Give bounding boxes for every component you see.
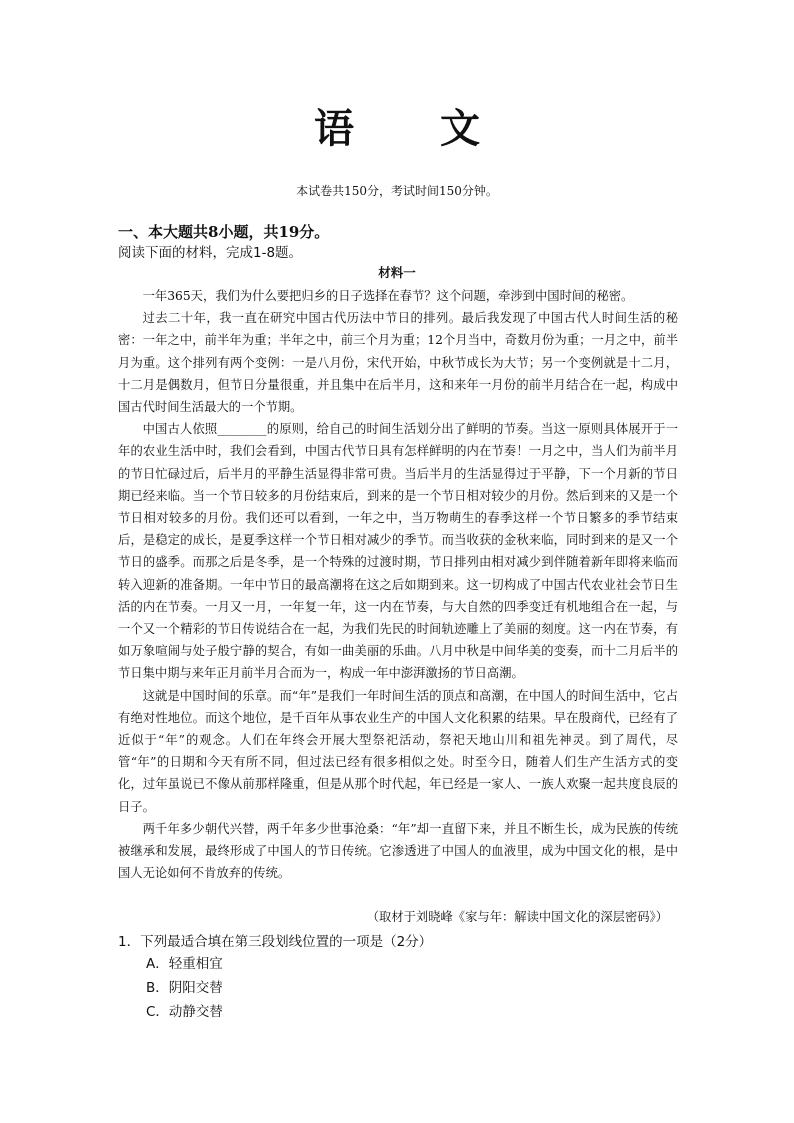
material-body: [118, 285, 678, 884]
option-c: C．动静交替: [146, 1004, 223, 1020]
question-options: [146, 952, 223, 1024]
material-source: （取材于刘晓峰《家与年：解读中国文化的深层密码》）: [366, 910, 668, 924]
paragraph-2: 过去二十年，我一直在研究中国古代历法中节日的排列。最后我发现了中国古代人时间生活的秘密：一年之中，前半年为重；半年之中，前三个月为重；12个月当中，奇数月份为重；一月之中，前半月为重。这个排列有两个变例：一是八月份，宋代开始，中秋节成长为大节；另一个变例就是十二月，十二月是偶数月，但节日分量很重，并且集中在后半月，这和来年一月份的前半月结合在一起，构成中国古代时间生活最大的一个节期。: [118, 311, 678, 415]
paragraph-1: 一年365天，我们为什么要把归乡的日子选择在春节？这个问题，牵涉到中国时间的秘密。: [142, 289, 634, 303]
exam-info: 本试卷共150分，考试时间150分钟。: [296, 184, 498, 198]
question-stem: 1．下列最适合填在第三段划线位置的一项是（2分）: [118, 934, 433, 950]
paragraph-4: 这就是中国时间的乐章。而“年”是我们一年时间生活的顶点和高潮，在中国人的时间生活中，它占有绝对性地位。而这个地位，是千百年从事农业生产的中国人文化积累的结果。早在殷商代，已经有了近似于“年”的观念。人们在年终会开展大型祭祀活动，祭祀天地山川和祖先神灵。到了周代，尽管“年”的日期和今天有所不同，但过法已经有很多相似之处。时至今日，随着人们生产生活方式的变化，过年虽说已不像从前那样隆重，但是从那个时代起，年已经是一家人、一族人欢聚一起共度良辰的日子。: [118, 688, 678, 814]
section-instruction: 阅读下面的材料，完成1-8题。: [118, 245, 303, 261]
option-b: B．阴阳交替: [146, 980, 223, 996]
paragraph-5: 两千年多少朝代兴替，两千年多少世事沧桑：“年”却一直留下来，并且不断生长，成为民族的传统被继承和发展，最终形成了中国人的节日传统。它渗透进了中国人的血液里，成为中国文化的根，是中国人无论如何不肯放弃的传统。: [118, 821, 678, 881]
section-heading: 一、本大题共8小题，共19分。: [118, 223, 330, 241]
option-a: A．轻重相宜: [146, 956, 223, 972]
page-title: 语 文: [314, 105, 516, 152]
paragraph-3: 中国古人依照________的原则，给自己的时间生活划分出了鲜明的节奏。当这一原则具体展开于一年的农业生活中时，我们会看到，中国古代节日具有怎样鲜明的内在节奏！一月之中，当人们为前半月的节日忙碌过后，后半月的平静生活显得非常可贵。当后半月的生活显得过于平静，下一个月新的节日期已经来临。当一个节日较多的月份结束后，到来的是一个节日相对较少的月份。然后到来的又是一个节日相对较多的月份。我们还可以看到，一年之中，当万物萌生的春季这样一个节日繁多的季节结束后，是稳定的成长，是夏季这样一个节日相对减少的季节。而当收获的金秋来临，同时到来的是又一个节日的盛季。而那之后是冬季，是一个特殊的过渡时期，节日排列由相对减少到伴随着新年即将来临而转入迎新的准备期。一年中节日的最高潮将在这之后如期到来。这一切构成了中国古代农业社会节日生活的内在节奏。一月又一月，一年复一年，这一内在节奏，与大自然的四季变迁有机地组合在一起，与一个又一个精彩的节日传说结合在一起，为我们先民的时间轨迹雕上了美丽的刻度。这一内在节奏，有如万象喧闹与处子般宁静的契合，有如一曲美丽的乐曲。八月中秋是中间华美的变奏，而十二月后半的节日集中期与来年正月前半月合而为一，构成一年中澎湃激扬的节日高潮。: [118, 422, 678, 681]
material-title: 材料一: [378, 265, 416, 280]
